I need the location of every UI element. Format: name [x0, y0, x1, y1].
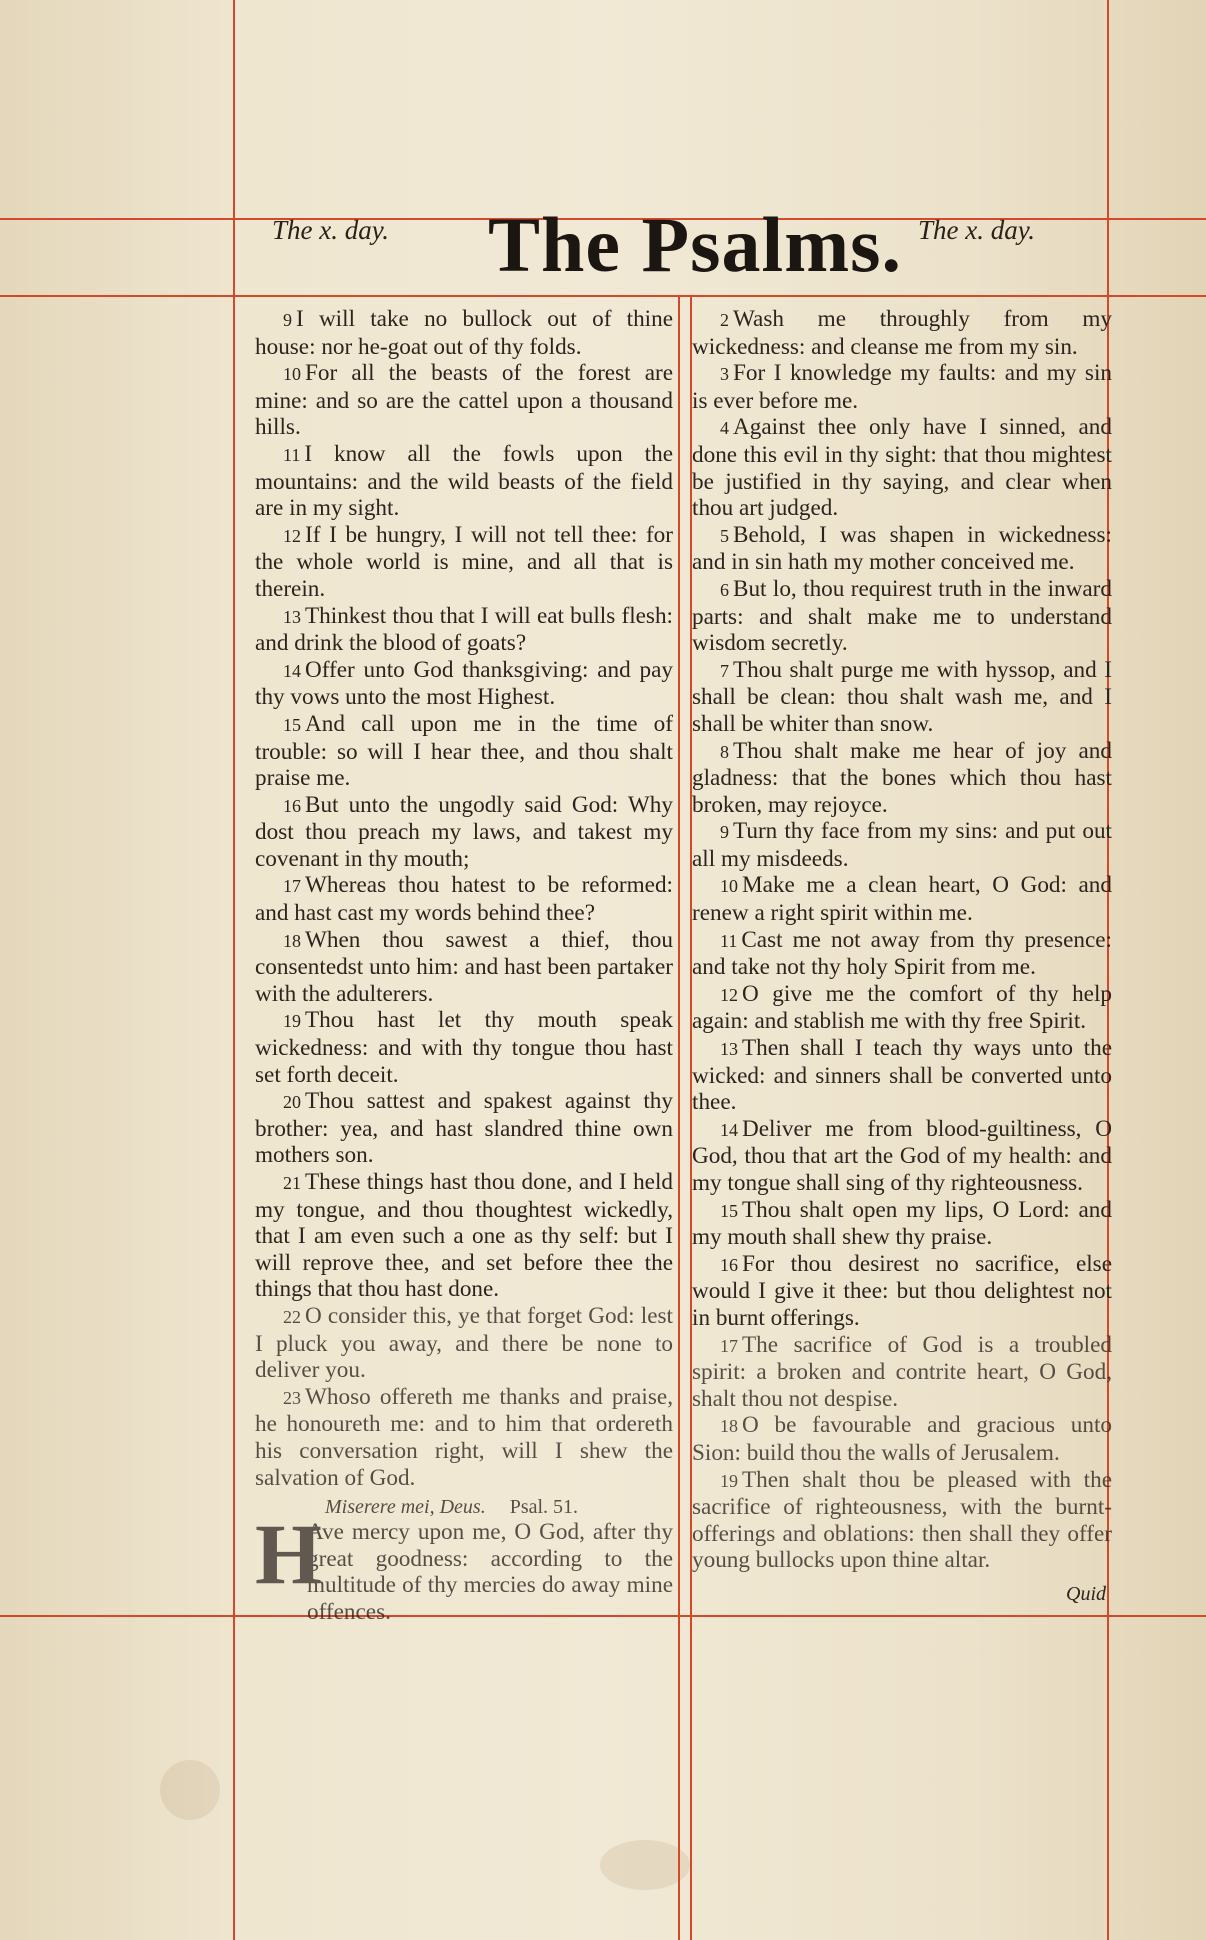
psalm-opening-text: Ave mercy upon me, O God, after thy great goodness: according to the multitude of thy mercies do away mine offences. [307, 1519, 673, 1625]
left-column [255, 306, 673, 1626]
verse: 16 For thou desirest no sacrifice, else would I give it thee: but thou delightest not in burnt offerings. [692, 1250, 1112, 1331]
verse: 17 Whereas thou hatest to be reformed: and hast cast my words behind thee? [255, 872, 673, 927]
verse: 2 Wash me throughly from my wickedness: and cleanse me from my sin. [692, 306, 1112, 360]
verse: 18 O be favourable and gracious unto Sion: build thou the walls of Jerusalem. [692, 1412, 1112, 1466]
verse: 14 Deliver me from blood-guiltiness, O God, thou that art the God of my health: and my tongue shall sing of thy righteousness. [692, 1115, 1112, 1196]
psalm-reference: Psal. 51. [509, 1496, 579, 1519]
page-title: The Psalms. [488, 201, 903, 288]
rule-header-bottom [0, 295, 1206, 297]
catchword: Quid [1066, 1583, 1106, 1605]
header-day-right: The x. day. [918, 215, 1035, 245]
drop-capital: H [255, 1506, 322, 1603]
verse: 23 Whoso offereth me thanks and praise, he honoureth me: and to him that ordereth his conversation right, will I shew the salvation of God. [255, 1383, 673, 1491]
verse: 15 And call upon me in the time of trouble: so will I hear thee, and thou shalt praise me. [255, 710, 673, 792]
verse: 15 Thou shalt open my lips, O Lord: and my mouth shall shew thy praise. [692, 1196, 1112, 1251]
paper-stain [600, 1840, 690, 1890]
rule-vertical-middle-a [678, 295, 680, 1940]
verse: 16 But unto the ungodly said God: Why dost thou preach my laws, and takest my covenant in thy mouth; [255, 791, 673, 872]
rule-vertical-left [233, 0, 235, 1940]
verse: 9 I will take no bullock out of thine house: nor he-goat out of thy folds. [255, 306, 673, 360]
verse: 7 Thou shalt purge me with hyssop, and I shall be clean: thou shalt wash me, and I shall be whiter than snow. [692, 656, 1112, 737]
verse: 8 Thou shalt make me hear of joy and gladness: that the bones which thou hast broken, may rejoyce. [692, 737, 1112, 818]
verse: 21 These things hast thou done, and I held my tongue, and thou thoughtest wickedly, that I am even such a one as thy self: but I will reprove thee, and set before thee the things that thou hast done. [255, 1169, 673, 1303]
verse: 18 When thou sawest a thief, thou consentedst unto him: and hast been partaker with the adulterers. [255, 926, 673, 1007]
header-day-left: The x. day. [272, 215, 389, 245]
verse: 19 Thou hast let thy mouth speak wickedness: and with thy tongue thou hast set forth deceit. [255, 1007, 673, 1088]
verse: 14 Offer unto God thanksgiving: and pay thy vows unto the most Highest. [255, 656, 673, 711]
verse: 6 But lo, thou requirest truth in the inward parts: and shalt make me to understand wisdom secretly. [692, 575, 1112, 657]
verse: 22 O consider this, ye that forget God: lest I pluck you away, and there be none to deliver you. [255, 1302, 673, 1384]
verse: 5 Behold, I was shapen in wickedness: and in sin hath my mother conceived me. [692, 521, 1112, 576]
verse: 10 Make me a clean heart, O God: and renew a right spirit within me. [692, 872, 1112, 927]
verse: 13 Then shall I teach thy ways unto the wicked: and sinners shall be converted unto thee. [692, 1035, 1112, 1116]
verse: 11 Cast me not away from thy presence: and take not thy holy Spirit from me. [692, 926, 1112, 981]
verse: 12 O give me the comfort of thy help again: and stablish me with thy free Spirit. [692, 980, 1112, 1035]
right-column [692, 306, 1112, 1574]
paper-stain [160, 1760, 220, 1820]
verse: 11 I know all the fowls upon the mountains: and the wild beasts of the field are in my sight. [255, 440, 673, 522]
psalm-latin-title: Miserere mei, Deus. [325, 1496, 486, 1519]
verse: 17 The sacrifice of God is a troubled spirit: a broken and contrite heart, O God, shalt thou not despise. [692, 1331, 1112, 1412]
verse: 9 Turn thy face from my sins: and put out all my misdeeds. [692, 818, 1112, 872]
verse: 3 For I knowledge my faults: and my sin is ever before me. [692, 360, 1112, 414]
verse: 12 If I be hungry, I will not tell thee: for the whole world is mine, and all that is therein. [255, 521, 673, 602]
verse: 4 Against thee only have I sinned, and done this evil in thy sight: that thou mightest be justified in thy saying, and clear when thou art judged. [692, 414, 1112, 522]
verse: 19 Then shalt thou be pleased with the sacrifice of righteousness, with the burnt-offerings and oblations: then shall they offer young bullocks upon thine altar. [692, 1466, 1112, 1574]
verse: 10 For all the beasts of the forest are mine: and so are the cattel upon a thousand hills. [255, 360, 673, 441]
verse: 20 Thou sattest and spakest against thy brother: yea, and hast slandred thine own mothers son. [255, 1088, 673, 1169]
verse: 13 Thinkest thou that I will eat bulls flesh: and drink the blood of goats? [255, 602, 673, 657]
